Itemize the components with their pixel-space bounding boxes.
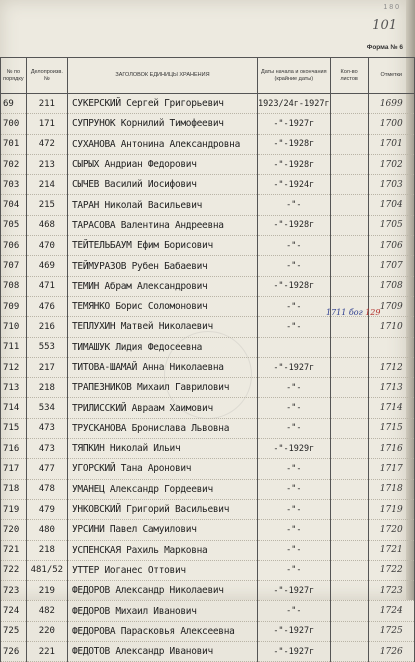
- delo-number: 470: [26, 236, 67, 256]
- row-mark: 1723: [368, 581, 414, 601]
- row-title: ТЕПЛУХИН Матвей Николаевич: [67, 317, 257, 337]
- row-mark: 1709: [368, 296, 414, 316]
- delo-number: 217: [26, 357, 67, 377]
- row-dates: -"-: [257, 459, 330, 479]
- row-sheets: [330, 94, 368, 114]
- delo-number: 468: [26, 215, 67, 235]
- row-mark: 1715: [368, 418, 414, 438]
- row-number: 725: [1, 621, 27, 641]
- table-row: [1, 398, 415, 418]
- row-sheets: [330, 276, 368, 296]
- delo-number: 218: [26, 378, 67, 398]
- delo-number: 481/52: [26, 560, 67, 580]
- row-dates: -"-1927г: [257, 357, 330, 377]
- row-number: 712: [1, 357, 27, 377]
- row-sheets: [330, 114, 368, 134]
- handwritten-note-left: 1711: [326, 308, 347, 317]
- delo-number: 482: [26, 601, 67, 621]
- row-dates: -"-1927г: [257, 581, 330, 601]
- row-title: ФЕДОРОВ Александр Николаевич: [67, 581, 257, 601]
- row-number: 721: [1, 540, 27, 560]
- row-mark: [368, 337, 414, 357]
- row-sheets: [330, 621, 368, 641]
- delo-number: 218: [26, 540, 67, 560]
- row-title: ТЯПКИН Николай Ильич: [67, 439, 257, 459]
- form-label: Форма № 6: [366, 44, 403, 51]
- row-sheets: [330, 601, 368, 621]
- row-sheets: [330, 256, 368, 276]
- row-sheets: [330, 560, 368, 580]
- row-title: ТРУСКАНОВА Бронислава Львовна: [67, 418, 257, 438]
- row-number: 709: [1, 296, 27, 316]
- row-sheets: [330, 398, 368, 418]
- row-dates: -"-1928г: [257, 154, 330, 174]
- row-dates: -"-: [257, 499, 330, 519]
- row-mark: 1717: [368, 459, 414, 479]
- delo-number: 472: [26, 134, 67, 154]
- row-number: 715: [1, 418, 27, 438]
- table-row: [1, 175, 415, 195]
- row-number: 705: [1, 215, 27, 235]
- table-row: [1, 378, 415, 398]
- row-mark: 1700: [368, 114, 414, 134]
- row-number: 724: [1, 601, 27, 621]
- row-sheets: [330, 337, 368, 357]
- delo-number: 219: [26, 581, 67, 601]
- row-number: 710: [1, 317, 27, 337]
- table-row: [1, 154, 415, 174]
- row-title: СУПРУНОК Корнилий Тимофеевич: [67, 114, 257, 134]
- row-mark: 1712: [368, 357, 414, 377]
- row-dates: -"-: [257, 317, 330, 337]
- row-title: ТРИЛИССКИЙ Авраам Хаимович: [67, 398, 257, 418]
- row-mark: 1725: [368, 621, 414, 641]
- table-row: [1, 236, 415, 256]
- table-row: [1, 94, 415, 114]
- row-sheets: [330, 499, 368, 519]
- row-sheets: [330, 520, 368, 540]
- table-row: [1, 317, 415, 337]
- row-title: ФЕДОТОВ Александр Иванович: [67, 642, 257, 662]
- row-dates: -"-: [257, 540, 330, 560]
- row-dates: -"-: [257, 418, 330, 438]
- row-sheets: [330, 195, 368, 215]
- handwritten-note: [326, 308, 380, 317]
- row-number: 713: [1, 378, 27, 398]
- delo-number: 477: [26, 459, 67, 479]
- row-dates: -"-1927г: [257, 114, 330, 134]
- row-number: 716: [1, 439, 27, 459]
- row-number: 714: [1, 398, 27, 418]
- row-title: ТРАПЕЗНИКОВ Михаил Гаврилович: [67, 378, 257, 398]
- table-row: [1, 134, 415, 154]
- row-sheets: [330, 642, 368, 662]
- row-dates: -"-1929г: [257, 439, 330, 459]
- delo-number: 215: [26, 195, 67, 215]
- row-dates: -"-: [257, 236, 330, 256]
- row-dates: -"-1928г: [257, 215, 330, 235]
- row-number: 711: [1, 337, 27, 357]
- row-mark: 1721: [368, 540, 414, 560]
- handwritten-note-right: 129: [365, 308, 381, 317]
- row-title: СУКЕРСКИЙ Сергей Григорьевич: [67, 94, 257, 114]
- page-number-small: 1 8 0: [383, 4, 399, 11]
- col-header-sheets: Кол-во листов: [330, 58, 368, 94]
- row-sheets: [330, 215, 368, 235]
- row-mark: 1714: [368, 398, 414, 418]
- row-dates: -"-: [257, 398, 330, 418]
- row-title: УСПЕНСКАЯ Рахиль Марковна: [67, 540, 257, 560]
- row-mark: 1703: [368, 175, 414, 195]
- delo-number: 171: [26, 114, 67, 134]
- delo-number: 473: [26, 418, 67, 438]
- table-row: [1, 540, 415, 560]
- row-number: 720: [1, 520, 27, 540]
- table-row: [1, 560, 415, 580]
- row-dates: -"-1928г: [257, 134, 330, 154]
- row-title: ФЕДОРОВА Парасковья Алексеевна: [67, 621, 257, 641]
- row-dates: -"-1928г: [257, 276, 330, 296]
- row-dates: -"-1927г: [257, 642, 330, 662]
- row-mark: 1701: [368, 134, 414, 154]
- row-number: 701: [1, 134, 27, 154]
- row-title: ФЕДОРОВ Михаил Иванович: [67, 601, 257, 621]
- delo-number: 471: [26, 276, 67, 296]
- row-number: 708: [1, 276, 27, 296]
- delo-number: 480: [26, 520, 67, 540]
- row-title: ТЕЙМУРАЗОВ Рубен Бабаевич: [67, 256, 257, 276]
- row-mark: 1719: [368, 499, 414, 519]
- row-number: 707: [1, 256, 27, 276]
- row-sheets: [330, 378, 368, 398]
- row-number: 704: [1, 195, 27, 215]
- row-dates: -"-: [257, 601, 330, 621]
- row-number: 706: [1, 236, 27, 256]
- row-number: 703: [1, 175, 27, 195]
- table-row: [1, 439, 415, 459]
- row-sheets: [330, 439, 368, 459]
- row-title: ТАРАН Николай Васильевич: [67, 195, 257, 215]
- row-sheets: [330, 581, 368, 601]
- row-mark: 1713: [368, 378, 414, 398]
- delo-number: 213: [26, 154, 67, 174]
- row-number: 722: [1, 560, 27, 580]
- row-mark: 1708: [368, 276, 414, 296]
- table-row: [1, 642, 415, 662]
- row-mark: 1726: [368, 642, 414, 662]
- delo-number: 216: [26, 317, 67, 337]
- row-dates: [257, 337, 330, 357]
- table-row: [1, 601, 415, 621]
- row-dates: -"-: [257, 520, 330, 540]
- row-dates: -"-: [257, 479, 330, 499]
- row-dates: -"-: [257, 296, 330, 316]
- row-number: 718: [1, 479, 27, 499]
- row-title: УГОРСКИЙ Тана Аронович: [67, 459, 257, 479]
- row-title: ТИТОВА-ШАМАЙ Анна Николаевна: [67, 357, 257, 377]
- row-dates: -"-1927г: [257, 621, 330, 641]
- row-sheets: [330, 479, 368, 499]
- row-mark: 1710: [368, 317, 414, 337]
- row-sheets: [330, 418, 368, 438]
- table-row: [1, 276, 415, 296]
- table-row: [1, 418, 415, 438]
- row-mark: 1699: [368, 94, 414, 114]
- handwritten-note-mid: бог: [348, 308, 363, 317]
- row-number: 69: [1, 94, 27, 114]
- row-title: ТИМАШУК Лидия Федосеевна: [67, 337, 257, 357]
- table-row: [1, 215, 415, 235]
- row-mark: 1706: [368, 236, 414, 256]
- row-dates: 1923/24г-1927г: [257, 94, 330, 114]
- table-row: [1, 621, 415, 641]
- row-number: 719: [1, 499, 27, 519]
- row-number: 700: [1, 114, 27, 134]
- table-row: [1, 195, 415, 215]
- row-title: СЫРЫХ Андриан Федорович: [67, 154, 257, 174]
- delo-number: 214: [26, 175, 67, 195]
- col-header-dates: Даты начала и окончания (крайние даты): [257, 58, 330, 94]
- row-dates: -"-: [257, 378, 330, 398]
- row-sheets: [330, 236, 368, 256]
- delo-number: 479: [26, 499, 67, 519]
- row-title: УТТЕР Иоганес Оттович: [67, 560, 257, 580]
- row-title: ТЕМИН Абрам Александрович: [67, 276, 257, 296]
- table-row: [1, 499, 415, 519]
- row-mark: 1720: [368, 520, 414, 540]
- delo-number: 478: [26, 479, 67, 499]
- row-mark: 1704: [368, 195, 414, 215]
- row-dates: -"-: [257, 256, 330, 276]
- row-sheets: [330, 154, 368, 174]
- table-row: [1, 357, 415, 377]
- table-row: [1, 114, 415, 134]
- delo-number: 220: [26, 621, 67, 641]
- delo-number: 469: [26, 256, 67, 276]
- table-row: [1, 520, 415, 540]
- row-sheets: [330, 317, 368, 337]
- row-sheets: [330, 134, 368, 154]
- row-sheets: [330, 540, 368, 560]
- row-title: ТЕЙТЕЛЬБАУМ Ефим Борисович: [67, 236, 257, 256]
- table-header: [1, 58, 415, 94]
- row-title: СЫЧЕВ Василий Иосифович: [67, 175, 257, 195]
- delo-number: 534: [26, 398, 67, 418]
- row-number: 723: [1, 581, 27, 601]
- row-dates: -"-: [257, 195, 330, 215]
- row-title: ТЕМЯНКО Борис Соломонович: [67, 296, 257, 316]
- row-dates: -"-: [257, 560, 330, 580]
- col-header-number: № по порядку: [1, 58, 27, 94]
- row-mark: 1718: [368, 479, 414, 499]
- delo-number: 476: [26, 296, 67, 316]
- page-number: 101: [372, 18, 397, 33]
- col-header-delo: Делопроизв. №: [26, 58, 67, 94]
- table-row: [1, 459, 415, 479]
- row-mark: 1705: [368, 215, 414, 235]
- row-sheets: [330, 175, 368, 195]
- row-title: УНКОВСКИЙ Григорий Васильевич: [67, 499, 257, 519]
- row-mark: 1716: [368, 439, 414, 459]
- row-mark: 1724: [368, 601, 414, 621]
- row-mark: 1707: [368, 256, 414, 276]
- delo-number: 221: [26, 642, 67, 662]
- row-title: УМАНЕЦ Александр Гордеевич: [67, 479, 257, 499]
- table-row: [1, 479, 415, 499]
- row-title: ТАРАСОВА Валентина Андреевна: [67, 215, 257, 235]
- row-number: 702: [1, 154, 27, 174]
- col-header-title: ЗАГОЛОВОК ЕДИНИЦЫ ХРАНЕНИЯ: [67, 58, 257, 94]
- delo-number: 553: [26, 337, 67, 357]
- row-number: 726: [1, 642, 27, 662]
- row-title: УРСИНИ Павел Самуилович: [67, 520, 257, 540]
- row-sheets: [330, 459, 368, 479]
- table-row: [1, 337, 415, 357]
- row-mark: 1722: [368, 560, 414, 580]
- row-sheets: [330, 357, 368, 377]
- table-row: [1, 581, 415, 601]
- delo-number: 211: [26, 94, 67, 114]
- inventory-table: [0, 57, 415, 662]
- row-title: СУХАНОВА Антонина Александровна: [67, 134, 257, 154]
- row-dates: -"-1924г: [257, 175, 330, 195]
- row-mark: 1702: [368, 154, 414, 174]
- row-number: 717: [1, 459, 27, 479]
- col-header-marks: Отметки: [368, 58, 414, 94]
- delo-number: 473: [26, 439, 67, 459]
- table-row: [1, 256, 415, 276]
